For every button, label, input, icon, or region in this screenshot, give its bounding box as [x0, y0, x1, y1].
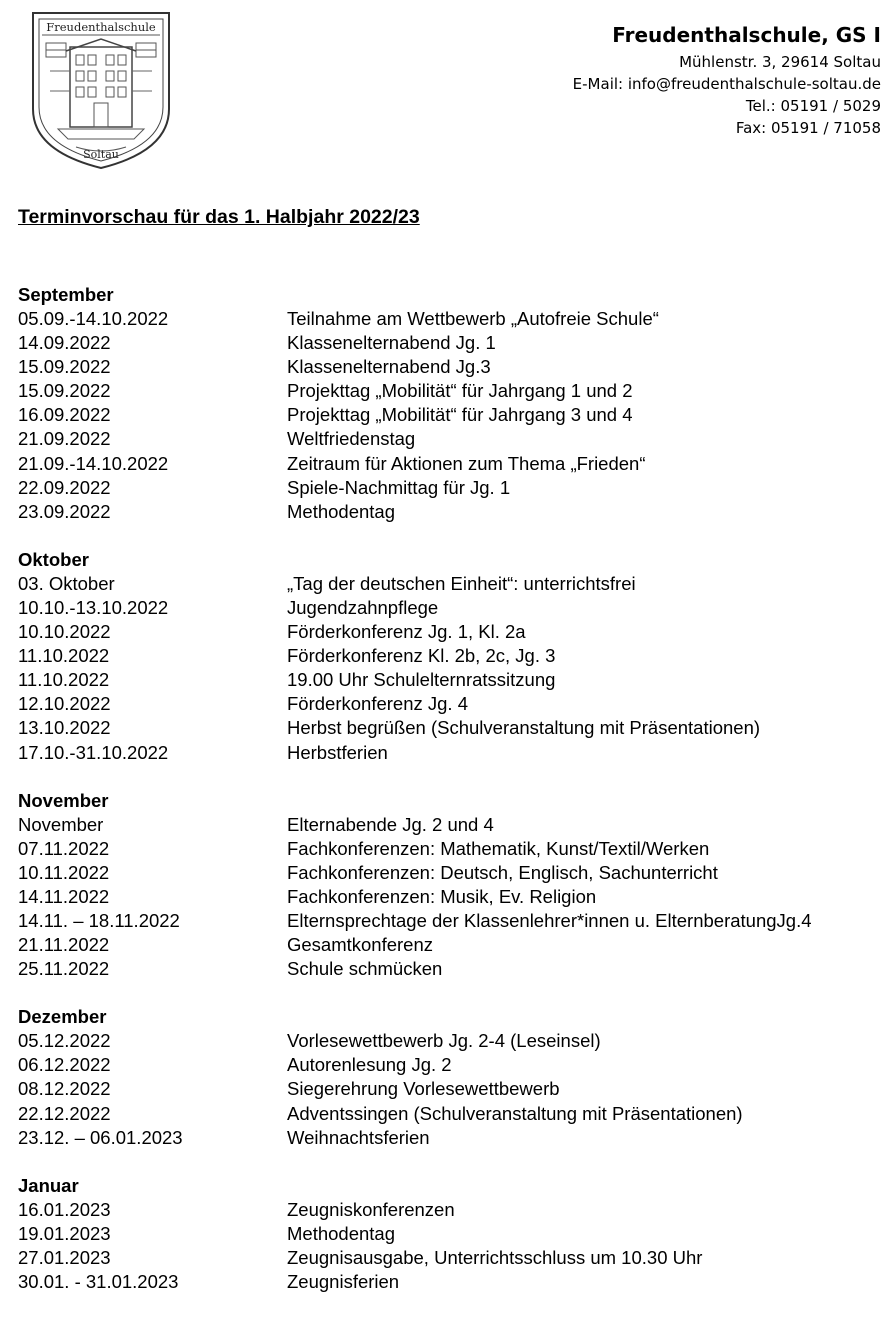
event-date: 14.11.2022 — [18, 885, 110, 907]
event-row — [18, 668, 888, 692]
event-row — [18, 716, 888, 740]
event-description: Autorenlesung Jg. 2 — [287, 1054, 452, 1076]
event-row — [18, 1029, 888, 1053]
event-date: 16.01.2023 — [18, 1198, 111, 1220]
event-description: Methodentag — [287, 500, 396, 522]
school-email: E-Mail: info@freudenthalschule-soltau.de — [572, 75, 881, 93]
event-row — [18, 933, 888, 957]
event-date: 07.11.2022 — [18, 837, 110, 859]
event-description: Schule schmücken — [287, 958, 443, 980]
event-description: Fachkonferenzen: Mathematik, Kunst/Textil/Werken — [287, 837, 710, 859]
event-description: Projekttag „Mobilität“ für Jahrgang 1 und 2 — [287, 380, 633, 402]
month-section — [18, 789, 888, 982]
schedule-list — [18, 283, 888, 1318]
event-date: 17.10.-31.10.2022 — [18, 741, 169, 763]
event-date: 16.09.2022 — [18, 404, 111, 426]
event-date: November — [18, 813, 104, 835]
event-date: 30.01. - 31.01.2023 — [18, 1271, 179, 1292]
event-date: 06.12.2022 — [18, 1054, 111, 1076]
event-description: Elternsprechtage der Klassenlehrer*innen u. ElternberatungJg.4 — [287, 909, 812, 931]
event-description: Herbst begrüßen (Schulveranstaltung mit Präsentationen) — [287, 717, 761, 739]
event-date: 10.11.2022 — [18, 861, 110, 883]
month-heading: September — [18, 284, 114, 305]
event-row — [18, 957, 888, 981]
event-date: 10.10.-13.10.2022 — [18, 596, 169, 618]
event-date: 25.11.2022 — [18, 958, 110, 980]
school-name: Freudenthalschule, GS I — [612, 23, 881, 47]
event-row — [18, 813, 888, 837]
event-date: 15.09.2022 — [18, 356, 111, 378]
document-title: Terminvorschau für das 1. Halbjahr 2022/23 — [18, 206, 420, 228]
event-description: Vorlesewettbewerb Jg. 2-4 (Leseinsel) — [287, 1030, 601, 1052]
event-description: Siegerehrung Vorlesewettbewerb — [287, 1078, 560, 1100]
event-description: Herbstferien — [287, 741, 388, 763]
event-description: Spiele-Nachmittag für Jg. 1 — [287, 476, 511, 498]
event-date: 22.12.2022 — [18, 1102, 111, 1124]
event-row — [18, 572, 888, 596]
event-row — [18, 1102, 888, 1126]
school-crest-logo — [30, 11, 172, 171]
event-row — [18, 861, 888, 885]
event-row — [18, 427, 888, 451]
event-description: Förderkonferenz Jg. 4 — [287, 693, 468, 715]
event-description: „Tag der deutschen Einheit“: unterrichtsfrei — [287, 572, 636, 594]
event-date: 14.11. – 18.11.2022 — [18, 909, 180, 931]
event-row — [18, 355, 888, 379]
school-fax: Fax: 05191 / 71058 — [735, 119, 881, 137]
event-row — [18, 452, 888, 476]
event-date: 27.01.2023 — [18, 1246, 111, 1268]
school-address: Mühlenstr. 3, 29614 Soltau — [679, 53, 881, 71]
event-date: 19.01.2023 — [18, 1222, 111, 1244]
event-date: 10.10.2022 — [18, 621, 111, 643]
event-row — [18, 692, 888, 716]
event-date: 11.10.2022 — [18, 669, 110, 691]
event-date: 23.12. – 06.01.2023 — [18, 1126, 183, 1148]
event-row — [18, 644, 888, 668]
event-description: Gesamtkonferenz — [287, 934, 434, 956]
event-date: 23.09.2022 — [18, 500, 111, 522]
event-row — [18, 1246, 888, 1270]
crest-bottom-text: Soltau — [83, 148, 119, 161]
event-description: Elternabende Jg. 2 und 4 — [287, 813, 494, 835]
event-description: Adventssingen (Schulveranstaltung mit Präsentationen) — [287, 1102, 743, 1124]
event-description: Klassenelternabend Jg. 1 — [287, 332, 496, 354]
event-description: Zeugniskonferenzen — [287, 1198, 455, 1220]
event-date: 08.12.2022 — [18, 1078, 111, 1100]
event-row — [18, 1222, 888, 1246]
event-row — [18, 885, 888, 909]
month-section — [18, 1174, 888, 1294]
month-heading: November — [18, 789, 109, 811]
month-heading: Oktober — [18, 548, 89, 570]
event-row — [18, 909, 888, 933]
event-description: Weltfriedenstag — [287, 428, 416, 450]
event-date: 11.10.2022 — [18, 645, 110, 667]
event-description: Zeitraum für Aktionen zum Thema „Frieden“ — [287, 452, 646, 474]
event-date: 21.11.2022 — [18, 934, 110, 956]
month-section — [18, 283, 888, 524]
event-date: 05.09.-14.10.2022 — [18, 308, 169, 329]
event-row — [18, 1198, 888, 1222]
event-row — [18, 596, 888, 620]
event-date: 15.09.2022 — [18, 380, 111, 402]
event-description: Klassenelternabend Jg.3 — [287, 356, 491, 378]
month-heading: Januar — [18, 1174, 79, 1196]
event-row — [18, 476, 888, 500]
event-row — [18, 500, 888, 524]
event-row — [18, 1126, 888, 1150]
event-description: Zeugnisferien — [287, 1271, 400, 1292]
event-row — [18, 307, 888, 331]
event-row — [18, 403, 888, 427]
event-description: Projekttag „Mobilität“ für Jahrgang 3 und 4 — [287, 404, 633, 426]
event-row — [18, 837, 888, 861]
event-row — [18, 379, 888, 403]
event-description: Fachkonferenzen: Deutsch, Englisch, Sachunterricht — [287, 861, 718, 883]
month-section — [18, 548, 888, 765]
event-row — [18, 1270, 888, 1294]
event-row — [18, 1053, 888, 1077]
event-row — [18, 620, 888, 644]
event-row — [18, 1077, 888, 1101]
event-description: Fachkonferenzen: Musik, Ev. Religion — [287, 885, 597, 907]
month-heading: Dezember — [18, 1006, 107, 1028]
event-date: 14.09.2022 — [18, 332, 111, 354]
event-description: Methodentag — [287, 1222, 396, 1244]
event-date: 22.09.2022 — [18, 476, 111, 498]
event-date: 21.09.2022 — [18, 428, 111, 450]
event-description: Förderkonferenz Kl. 2b, 2c, Jg. 3 — [287, 645, 556, 667]
event-description: Förderkonferenz Jg. 1, Kl. 2a — [287, 621, 526, 643]
event-description: Teilnahme am Wettbewerb „Autofreie Schule“ — [287, 308, 659, 329]
event-row — [18, 331, 888, 355]
event-description: 19.00 Uhr Schulelternratssitzung — [287, 669, 556, 691]
event-date: 05.12.2022 — [18, 1030, 111, 1052]
event-date: 21.09.-14.10.2022 — [18, 452, 169, 474]
school-contact-header — [573, 20, 881, 139]
event-date: 13.10.2022 — [18, 717, 111, 739]
school-phone: Tel.: 05191 / 5029 — [745, 97, 881, 115]
event-date: 12.10.2022 — [18, 693, 111, 715]
event-description: Weihnachtsferien — [287, 1126, 430, 1148]
event-description: Jugendzahnpflege — [287, 596, 439, 618]
event-row — [18, 741, 888, 765]
crest-top-text: Freudenthalschule — [46, 20, 156, 34]
month-section — [18, 1005, 888, 1149]
event-date: 03. Oktober — [18, 572, 115, 594]
event-description: Zeugnisausgabe, Unterrichtsschluss um 10.30 Uhr — [287, 1246, 703, 1268]
